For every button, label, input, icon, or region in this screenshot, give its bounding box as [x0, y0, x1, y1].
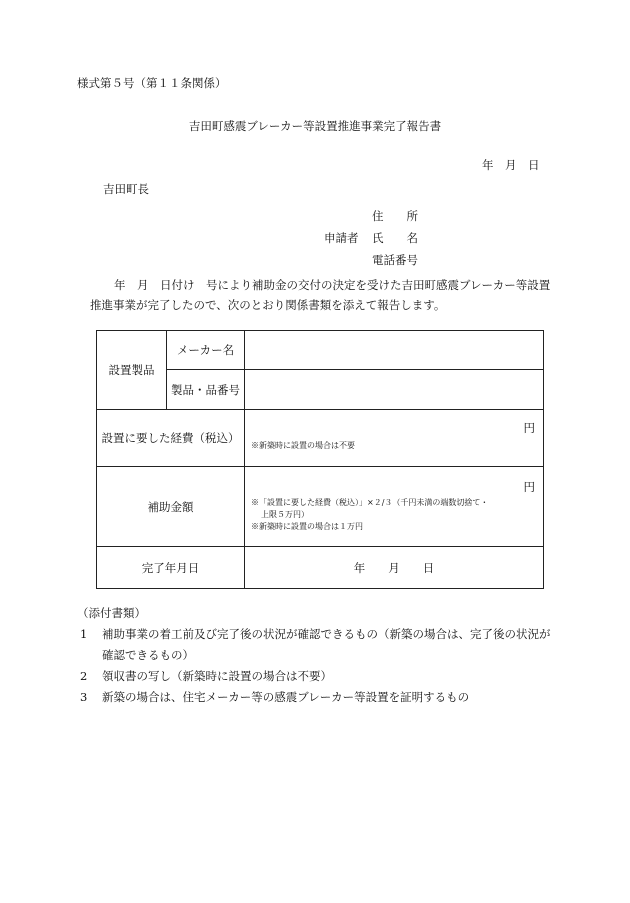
report-date: 年 月 日: [482, 158, 540, 172]
subsidy-note-1: ※「設置に要した経費（税込）」×２/３（千円未満の端数切捨て・: [251, 498, 489, 507]
attachment-item: [80, 624, 560, 666]
document-title: 吉田町感震ブレーカー等設置推進事業完了報告書: [188, 119, 442, 133]
completion-date-label: 完了年月日: [97, 547, 245, 589]
product-number-value[interactable]: [245, 370, 544, 410]
cost-note: ※新築時に設置の場合は不要: [251, 441, 355, 450]
attachment-number: 2: [80, 669, 88, 683]
addressee: 吉田町長: [103, 182, 149, 196]
applicant-label: 申請者: [324, 231, 359, 245]
attachment-item: [80, 687, 560, 708]
installed-product-label: 設置製品: [97, 331, 167, 410]
report-table: [96, 330, 544, 589]
cost-unit: 円: [523, 421, 535, 435]
subsidy-note-2: 上限５万円）: [261, 510, 309, 519]
phone-label: 電話番号: [372, 253, 418, 267]
product-number-label: 製品・品番号: [167, 370, 245, 410]
subsidy-unit: 円: [523, 480, 535, 494]
form-number: 様式第５号（第１１条関係）: [77, 76, 227, 90]
subsidy-label: 補助金額: [97, 467, 245, 547]
subsidy-value-cell[interactable]: [245, 467, 544, 547]
maker-label: メーカー名: [167, 331, 245, 370]
attachment-text: 補助事業の着工前及び完了後の状況が確認できるもの（新築の場合は、完了後の状況が確認できるもの）: [102, 627, 551, 662]
attachment-text: 新築の場合は、住宅メーカー等の感震ブレーカー等設置を証明するもの: [102, 690, 470, 704]
name-label: 氏 名: [372, 231, 418, 245]
attachment-number: 3: [80, 690, 88, 704]
attachment-text: 領収書の写し（新築時に設置の場合は不要）: [102, 669, 332, 683]
completion-date-value[interactable]: 年 月 日: [245, 547, 544, 589]
cost-label: 設置に要した経費（税込）: [97, 410, 245, 467]
body-text: 年 月 日付け 号により補助金の交付の決定を受けた吉田町感震ブレーカー等設置推進事業が完了したので、次のとおり関係書類を添えて報告します。: [90, 278, 551, 312]
attachments-heading: （添付書類）: [77, 606, 146, 620]
attachment-number: 1: [80, 627, 88, 641]
attachment-item: [80, 666, 560, 687]
cost-value-cell[interactable]: [245, 410, 544, 467]
maker-value[interactable]: [245, 331, 544, 370]
address-label: 住 所: [372, 209, 418, 223]
subsidy-note-3: ※新築時に設置の場合は１万円: [251, 522, 363, 531]
